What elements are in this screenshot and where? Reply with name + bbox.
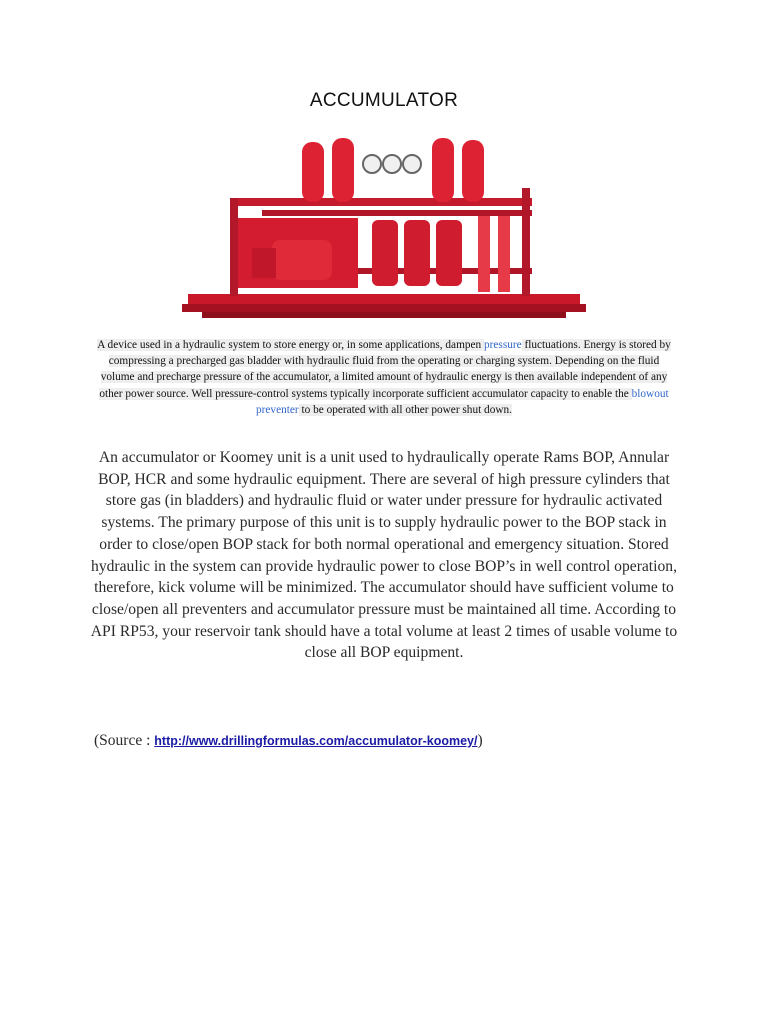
caption-text-2: fluctuations. Energy is stored by compressing a precharged gas bladder with hydraulic fluid from the operating or charging system. Depending on the fluid volume and precharge pressure of the accumulator, a limited amount of hydraulic energy is then available independent of any other power source. Well pressure-control systems typically incorporate sufficient accumulator capacity to enable the — [99, 339, 671, 400]
source-prefix: (Source : — [94, 732, 155, 749]
body-paragraph: An accumulator or Koomey unit is a unit used to hydraulically operate Rams BOP, Annular BOP, HCR and some hydraulic equipment. There are several of high pressure cylinders that store gas (in bladders) and hydraulic fluid or water under pressure for hydraulic activated systems. The primary purpose of this unit is to supply hydraulic power to the BOP stack in order to close/open BOP stack for both normal operational and emergency situation. Stored hydraulic in the system can provide hydraulic power to close BOP’s in well control operation, therefore, kick volume will be minimized. The accumulator should have sufficient volume to close/open all preventers and accumulator pressure must be maintained all time. According to API RP53, your reservoir tank should have a total volume at least 2 times of usable volume to close all BOP equipment. — [90, 449, 678, 662]
image-caption — [95, 337, 673, 418]
accumulator-unit-photo — [182, 128, 586, 324]
caption-text-1: A device used in a hydraulic system to store energy or, in some applications, dampen — [97, 339, 484, 351]
source-link[interactable]: http://www.drillingformulas.com/accumulator-koomey/ — [154, 734, 478, 748]
blowout-preventer-link[interactable]: blowout preventer — [256, 387, 669, 416]
source-line — [94, 732, 483, 750]
page-title: ACCUMULATOR — [309, 90, 459, 111]
pressure-link[interactable]: pressure — [484, 339, 522, 351]
caption-text-3: to be operated with all other power shut down. — [298, 403, 512, 416]
source-suffix: ) — [477, 732, 483, 749]
